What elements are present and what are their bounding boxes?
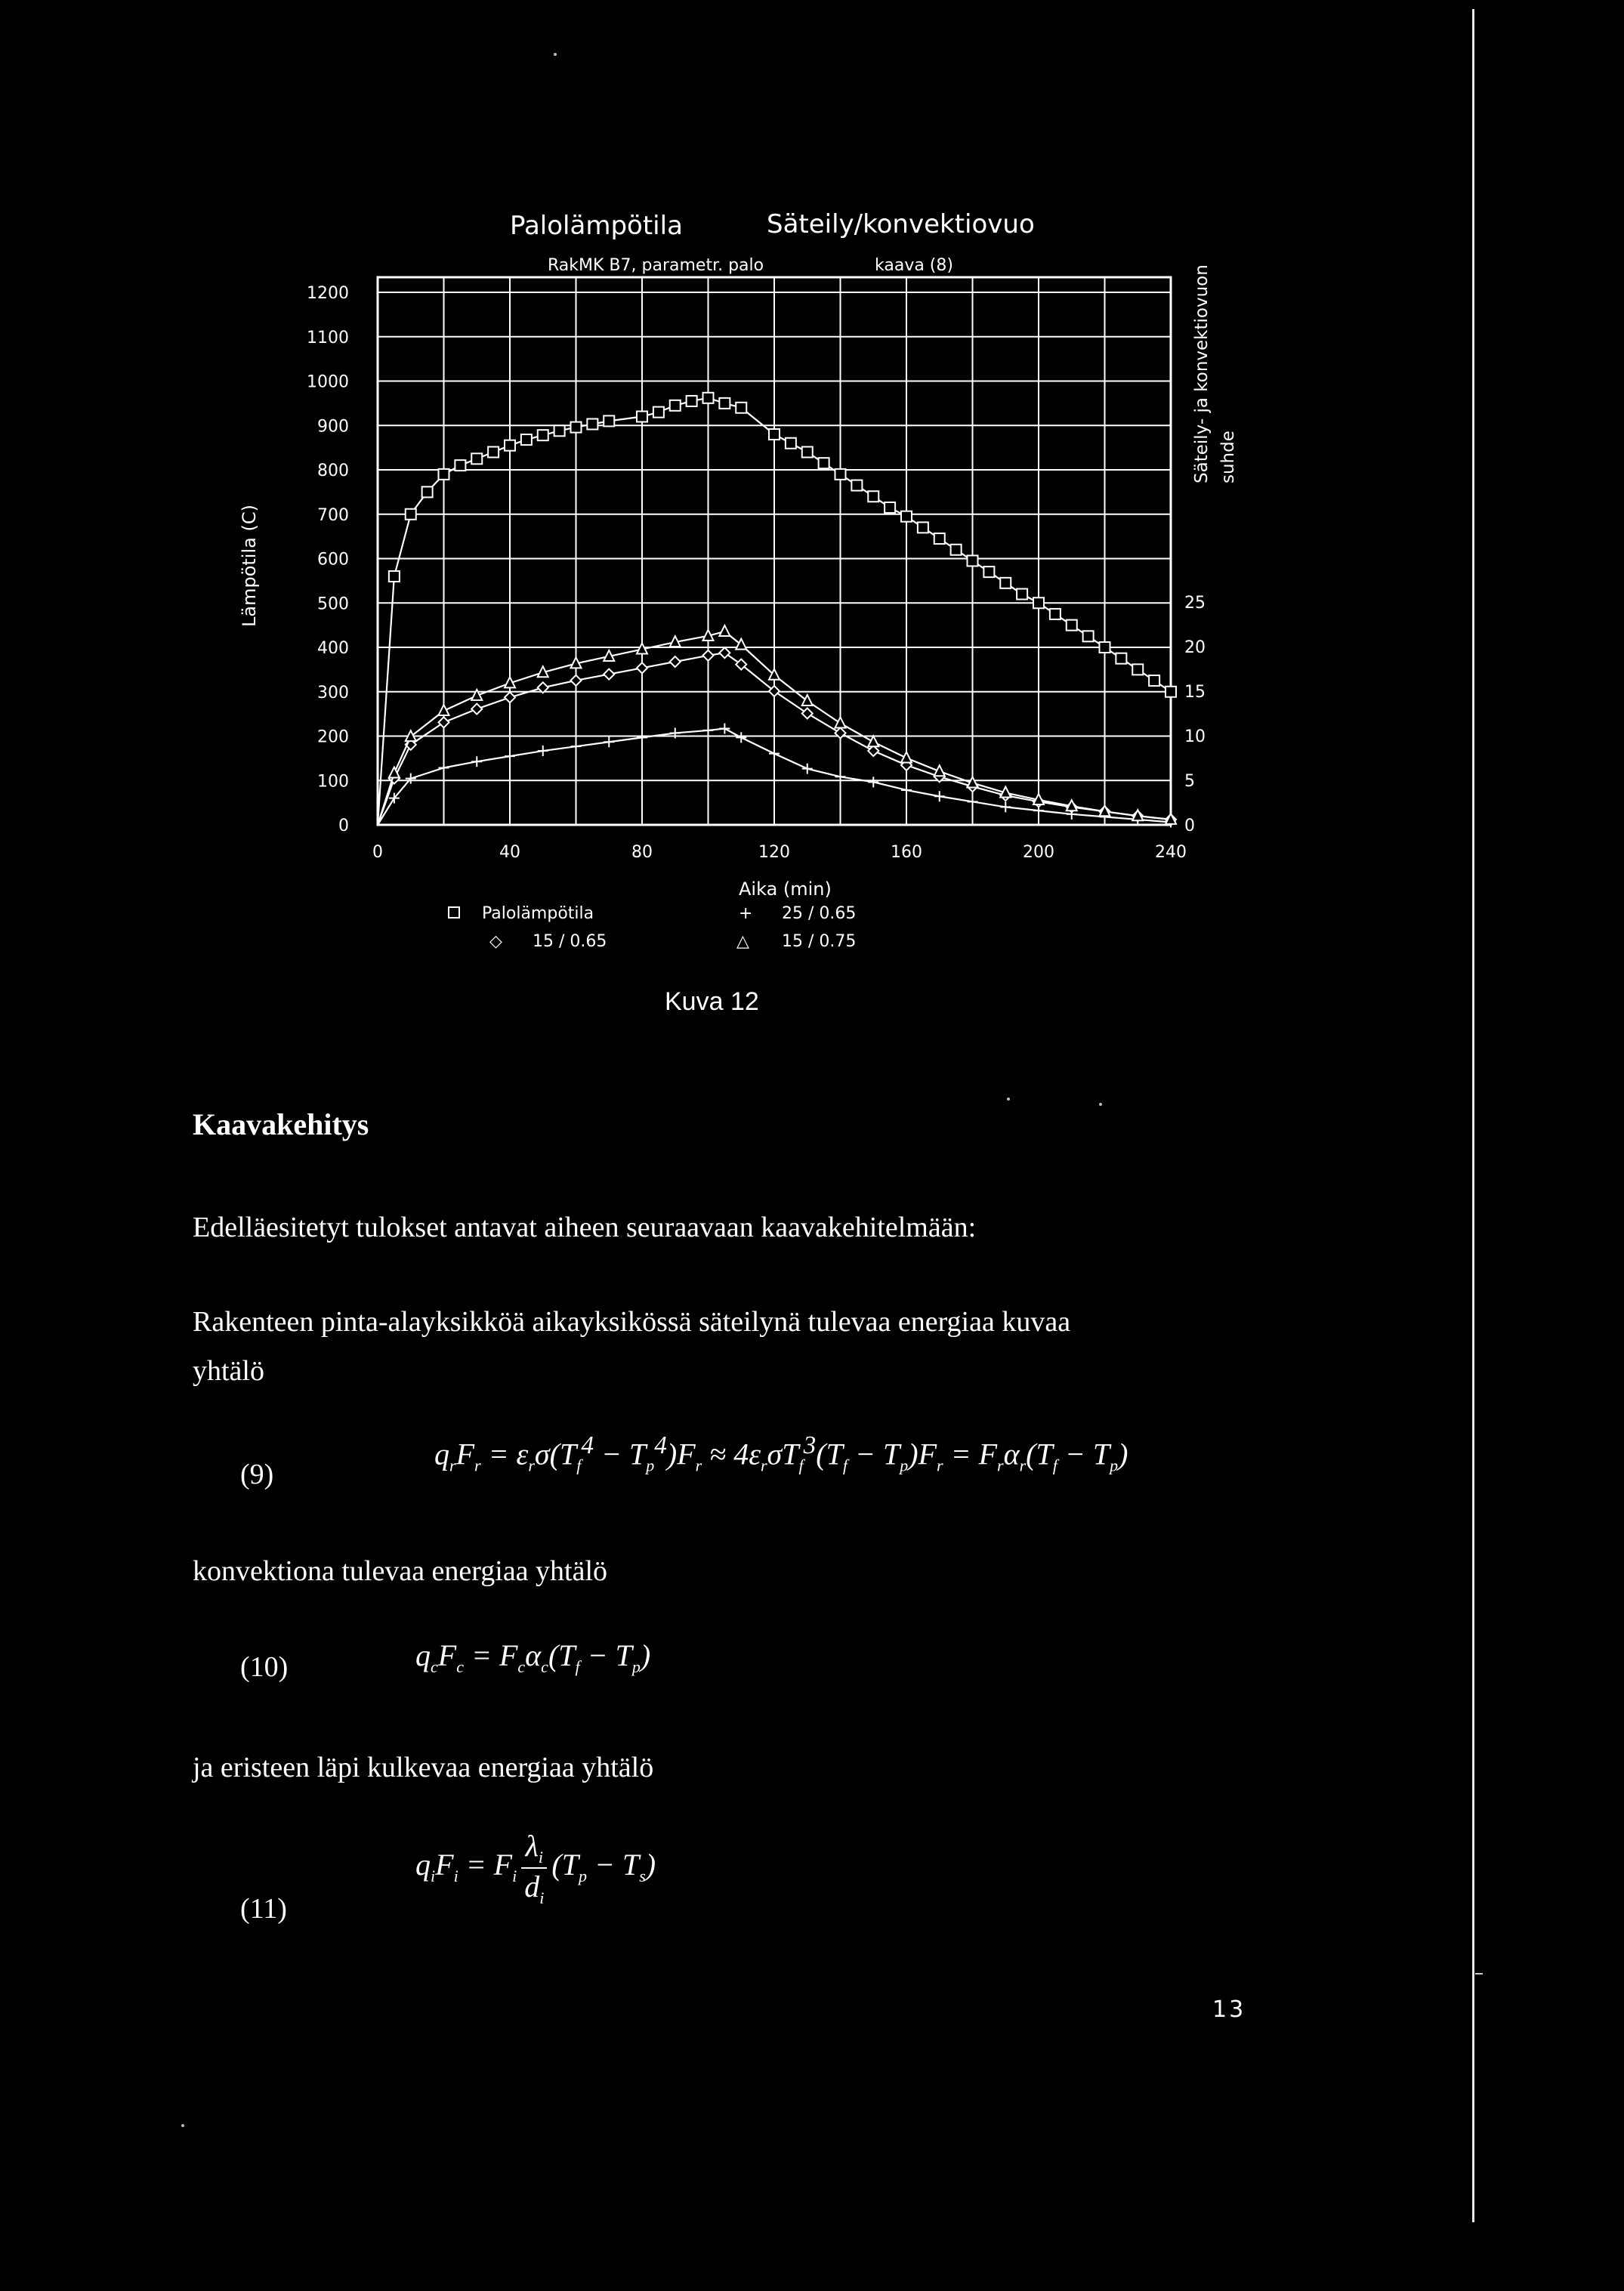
y-left-tick-label: 200 [317,727,349,747]
y-left-tick-label: 700 [317,505,349,525]
y-left-tick-label: 600 [317,550,349,570]
y-right-tick-label: 5 [1184,772,1195,791]
triangle-marker [901,752,912,763]
square-marker [406,509,416,520]
diamond-marker [637,662,647,673]
square-marker [587,418,597,429]
page-edge-tick [1475,1973,1483,1975]
square-marker [389,571,400,582]
plus-marker [736,732,746,743]
square-marker [1149,675,1159,686]
square-marker [554,425,565,436]
equation-11: $q_iF_i = F_i$ $\frac{\lambda_i}{d_i}$ $(T_p - T_s)$ [415,1829,656,1907]
square-marker [703,393,714,403]
chart-title-right: Säteily/konvektiovuo [767,209,1035,239]
x-tick-label: 160 [891,843,922,862]
triangle-marker [719,625,730,636]
triangle-marker [439,705,449,715]
y-left-tick-label: 400 [317,639,349,658]
square-marker [1033,597,1044,608]
square-marker [604,415,614,426]
equation-9: $q_rF_r = \varepsilon_r\sigma(T_f^4 - T_p^4)F_r \approx 4\varepsilon_r\sigma T_f^3(T_f - T_p)F_r = F_r\alpha_r(T_f - T_p)$ [434,1431,1128,1475]
square-marker [1067,620,1077,631]
square-marker [851,480,862,491]
speck [1007,1098,1010,1101]
square-marker [488,447,499,458]
y-right-axis-label-1: Säteily- ja konvektiovuon [1192,264,1212,483]
square-marker [885,502,895,513]
triangle-marker [868,736,878,746]
square-marker [637,412,647,422]
plus-marker [868,777,878,787]
diamond-marker [439,717,449,727]
equation-number-9: (9) [240,1459,274,1490]
plus-marker [1000,801,1011,812]
legend-label-15-075: 15 / 0.75 [782,932,857,951]
square-marker [1017,589,1027,600]
plus-marker [538,746,548,756]
diamond-marker [802,709,813,719]
triangle-marker [835,717,846,727]
legend-square-icon [449,907,459,918]
square-marker [439,469,449,480]
chart-subtitle-left: RakMK B7, parametr. palo [548,256,764,275]
legend-plus-icon: + [739,904,753,923]
square-marker [1100,642,1110,653]
chart-series [378,393,1176,828]
y-left-tick-label: 1100 [307,328,349,347]
square-marker [901,511,912,522]
diamond-marker [471,704,482,715]
chart [0,0,1624,1027]
section-heading: Kaavakehitys [193,1107,369,1141]
square-marker [983,567,994,577]
square-marker [868,491,878,502]
square-marker [538,430,548,440]
plus-marker [719,724,730,734]
triangle-marker [736,639,746,650]
paragraph-radiation-line1: Rakenteen pinta-alayksikköä aikayksikössä säteilynä tulevaa energiaa kuvaa [193,1306,1071,1338]
legend-diamond-icon: ◇ [489,932,502,951]
x-tick-label: 0 [372,843,383,862]
plus-marker [968,796,978,807]
x-tick-label: 40 [499,843,520,862]
square-marker [571,422,582,433]
square-marker [505,440,515,451]
page-number: 13 [1212,1996,1246,2023]
y-right-tick-label: 10 [1184,727,1206,746]
diamond-marker [604,669,614,680]
x-tick-label: 120 [758,843,790,862]
chart-title-left: Palolämpötila [510,211,683,241]
plus-marker [471,756,482,767]
square-marker [1166,687,1176,697]
legend-label-15-065: 15 / 0.65 [533,932,607,951]
square-marker [934,533,945,544]
square-marker [769,429,780,440]
diamond-marker [703,650,714,661]
diamond-marker [719,647,730,658]
paragraph-intro: Edelläesitetyt tulokset antavat aiheen seuraavaan kaavakehitelmään: [193,1212,977,1243]
chart-grid [378,277,1171,825]
y-left-axis-label: Lämpötila (C) [239,505,260,627]
square-marker [1116,653,1126,664]
square-marker [687,396,697,406]
x-tick-label: 240 [1155,843,1187,862]
equation-10: $q_cF_c = F_c\alpha_c(T_f - T_p)$ [415,1638,651,1676]
plus-marker [439,762,449,773]
y-left-tick-label: 500 [317,594,349,614]
square-marker [422,486,433,497]
legend-triangle-icon: △ [736,932,749,951]
paragraph-convection: konvektiona tulevaa energiaa yhtälö [193,1555,608,1587]
speck [181,2124,184,2127]
square-marker [471,453,482,464]
square-marker [719,398,730,409]
square-marker [653,407,664,418]
plus-marker [703,725,714,736]
square-marker [1132,664,1143,675]
diamond-marker [670,656,681,667]
y-right-tick-label: 15 [1184,683,1206,702]
square-marker [521,434,532,445]
square-marker [736,403,746,413]
legend [449,904,856,951]
square-marker [1050,609,1061,619]
y-right-tick-label: 25 [1184,594,1206,613]
square-marker [1000,578,1011,588]
y-left-tick-label: 300 [317,683,349,702]
x-tick-label: 200 [1023,843,1054,862]
square-marker [918,522,928,533]
chart-ticks [307,284,1206,862]
equation-number-11: (11) [240,1893,287,1925]
plus-marker [769,749,780,759]
y-left-tick-label: 1200 [307,284,349,303]
plus-marker [604,736,614,747]
x-tick-label: 80 [631,843,653,862]
plus-marker [934,791,945,801]
legend-label-25-065: 25 / 0.65 [782,904,857,923]
square-marker [819,458,829,468]
square-marker [802,447,813,458]
y-left-tick-label: 800 [317,462,349,480]
plus-marker [802,764,813,774]
x-axis-label: Aika (min) [739,878,832,900]
square-marker [968,555,978,566]
paragraph-insulation: ja eristeen läpi kulkevaa energiaa yhtälö [193,1752,654,1783]
y-left-tick-label: 1000 [307,372,349,392]
plus-marker [505,751,515,761]
paragraph-radiation-line2: yhtälö [193,1355,264,1387]
y-left-tick-label: 100 [317,772,349,792]
plus-marker [901,785,912,795]
square-marker [786,438,796,449]
diamond-marker [505,692,515,702]
diamond-marker [571,675,582,686]
square-marker [1083,631,1094,641]
plus-marker [637,732,647,743]
triangle-marker [802,695,813,706]
square-marker [835,469,846,480]
y-right-axis-label-2: suhde [1218,431,1238,483]
chart-subtitle-right: kaava (8) [875,256,953,275]
square-marker [670,400,681,411]
y-right-tick-label: 0 [1184,817,1195,835]
square-marker [951,545,962,555]
y-right-tick-label: 20 [1184,638,1206,657]
square-marker [455,460,465,471]
y-left-tick-label: 900 [317,417,349,437]
figure-caption: Kuva 12 [665,987,759,1016]
speck [1099,1103,1102,1106]
equation-number-10: (10) [240,1651,289,1683]
plus-marker [571,741,582,752]
y-left-tick-label: 0 [338,817,349,835]
legend-label-palolampotila: Palolämpötila [482,904,594,923]
